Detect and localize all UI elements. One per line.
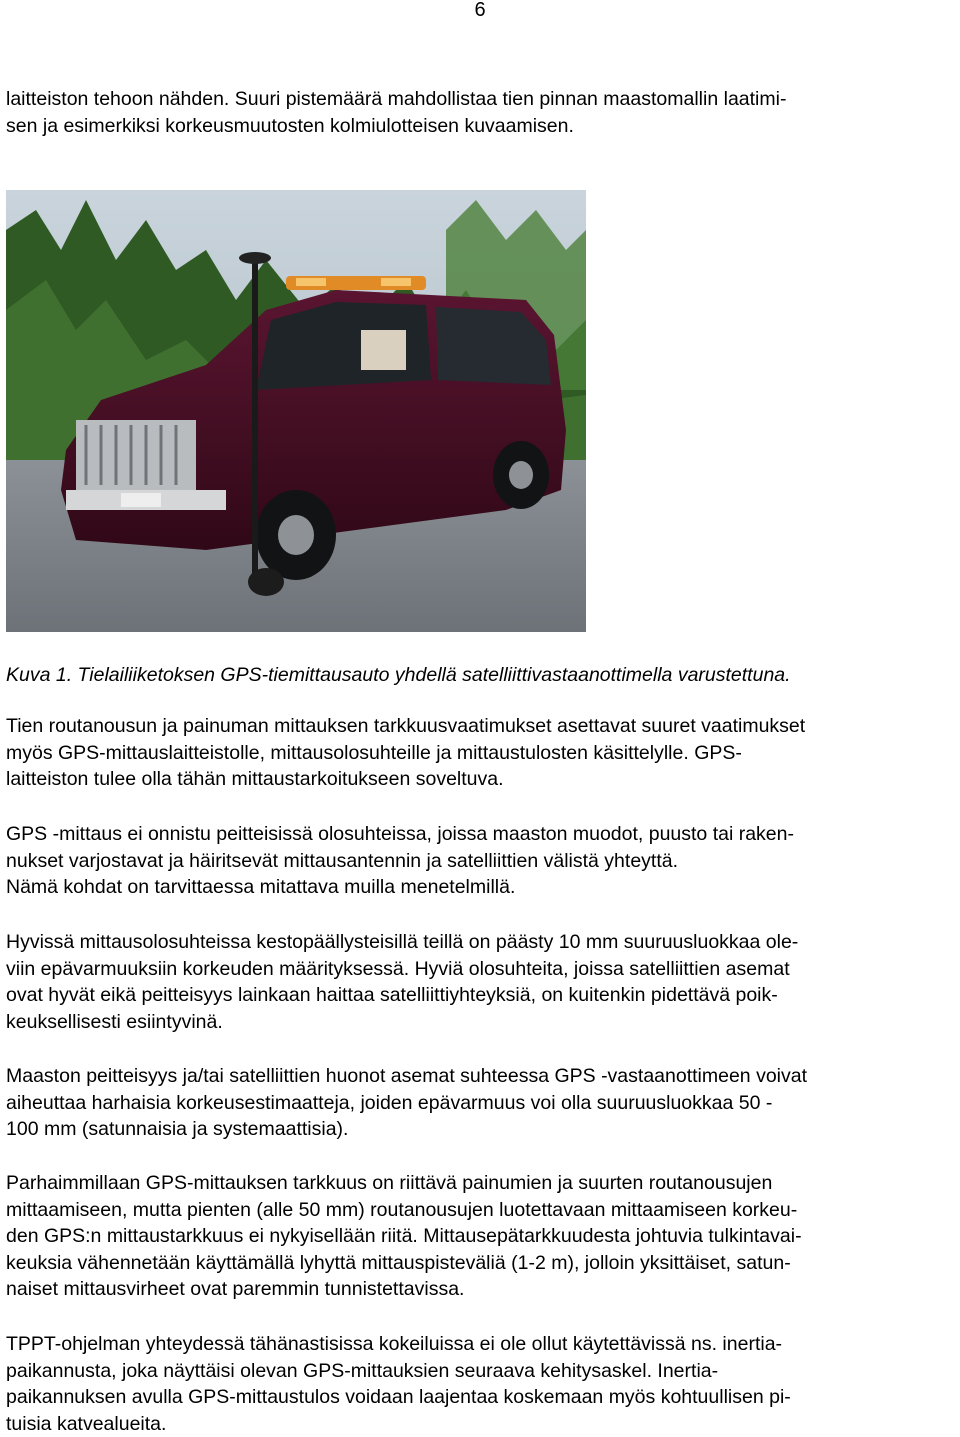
paragraph-1 bbox=[6, 713, 942, 793]
text-line: Nämä kohdat on tarvittaessa mitattava muilla menetelmillä. bbox=[6, 874, 942, 901]
paragraph-5 bbox=[6, 1170, 942, 1303]
text-line: viin epävarmuuksiin korkeuden määrityksessä. Hyviä olosuhteita, joissa satelliittien asemat bbox=[6, 956, 942, 983]
text-line: myös GPS-mittauslaitteistolle, mittausolosuhteille ja mittaustulosten käsittelylle. GPS- bbox=[6, 740, 942, 767]
text-line: Tien routanousun ja painuman mittauksen tarkkuusvaatimukset asettavat suuret vaatimukset bbox=[6, 713, 942, 740]
text-line: nukset varjostavat ja häiritsevät mittausantennin ja satelliittien välistä yhteyttä. bbox=[6, 848, 942, 875]
text-line: Maaston peitteisyys ja/tai satelliittien huonot asemat suhteessa GPS -vastaanottimeen voivat bbox=[6, 1063, 942, 1090]
text-line: mittaamiseen, mutta pienten (alle 50 mm) routanousujen luotettavaan mittaamiseen korkeu- bbox=[6, 1197, 942, 1224]
text-line: naiset mittausvirheet ovat paremmin tunnistettavissa. bbox=[6, 1276, 942, 1303]
text-line: laitteiston tehoon nähden. Suuri pistemäärä mahdollistaa tien pinnan maastomallin laatimi- bbox=[6, 86, 942, 113]
text-line: Parhaimmillaan GPS-mittauksen tarkkuus on riittävä painumien ja suurten routanousujen bbox=[6, 1170, 942, 1197]
text-line: Hyvissä mittausolosuhteissa kestopäällysteisillä teillä on päästy 10 mm suuruusluokkaa ole- bbox=[6, 929, 942, 956]
text-line: paikannuksen avulla GPS-mittaustulos voidaan laajentaa koskemaan myös kohtuullisen pi- bbox=[6, 1384, 942, 1411]
text-line: keuksellisesti esiintyvinä. bbox=[6, 1009, 942, 1036]
figure-caption: Kuva 1. Tielailiiketoksen GPS-tiemittausauto yhdellä satelliittivastaanottimella varustettuna. bbox=[6, 662, 942, 689]
survey-van-photo bbox=[6, 190, 586, 632]
text-line: aiheuttaa harhaisia korkeusestimaatteja, joiden epävarmuus voi olla suuruusluokkaa 50 - bbox=[6, 1090, 942, 1117]
page-number: 6 bbox=[0, 0, 960, 22]
text-line: ovat hyvät eikä peitteisyys lainkaan haittaa satelliittiyhteyksiä, on kuitenkin pidettävä poik- bbox=[6, 982, 942, 1009]
intro-paragraph bbox=[6, 86, 942, 139]
survey-van-illustration bbox=[6, 190, 586, 632]
text-line: laitteiston tulee olla tähän mittaustarkoitukseen soveltuva. bbox=[6, 766, 942, 793]
text-line: TPPT-ohjelman yhteydessä tähänastisissa kokeiluissa ei ole ollut käytettävissä ns. inertia- bbox=[6, 1331, 942, 1358]
paragraph-6 bbox=[6, 1331, 942, 1437]
text-line: keuksia vähennetään käyttämällä lyhyttä mittauspisteväliä (1-2 m), jolloin yksittäiset, satun- bbox=[6, 1250, 942, 1277]
text-line: sen ja esimerkiksi korkeusmuutosten kolmiulotteisen kuvaamisen. bbox=[6, 113, 942, 140]
text-line: GPS -mittaus ei onnistu peitteisissä olosuhteissa, joissa maaston muodot, puusto tai raken- bbox=[6, 821, 942, 848]
text-line: den GPS:n mittaustarkkuus ei nykyisellään riitä. Mittausepätarkkuudesta johtuvia tulkintavai- bbox=[6, 1223, 942, 1250]
text-line: tuisia katvealueita. bbox=[6, 1411, 942, 1437]
paragraph-3 bbox=[6, 929, 942, 1035]
paragraph-2 bbox=[6, 821, 942, 901]
text-line: paikannusta, joka näyttäisi olevan GPS-mittauksien seuraava kehitysaskel. Inertia- bbox=[6, 1358, 942, 1385]
text-line: 100 mm (satunnaisia ja systemaattisia). bbox=[6, 1116, 942, 1143]
paragraph-4 bbox=[6, 1063, 942, 1143]
